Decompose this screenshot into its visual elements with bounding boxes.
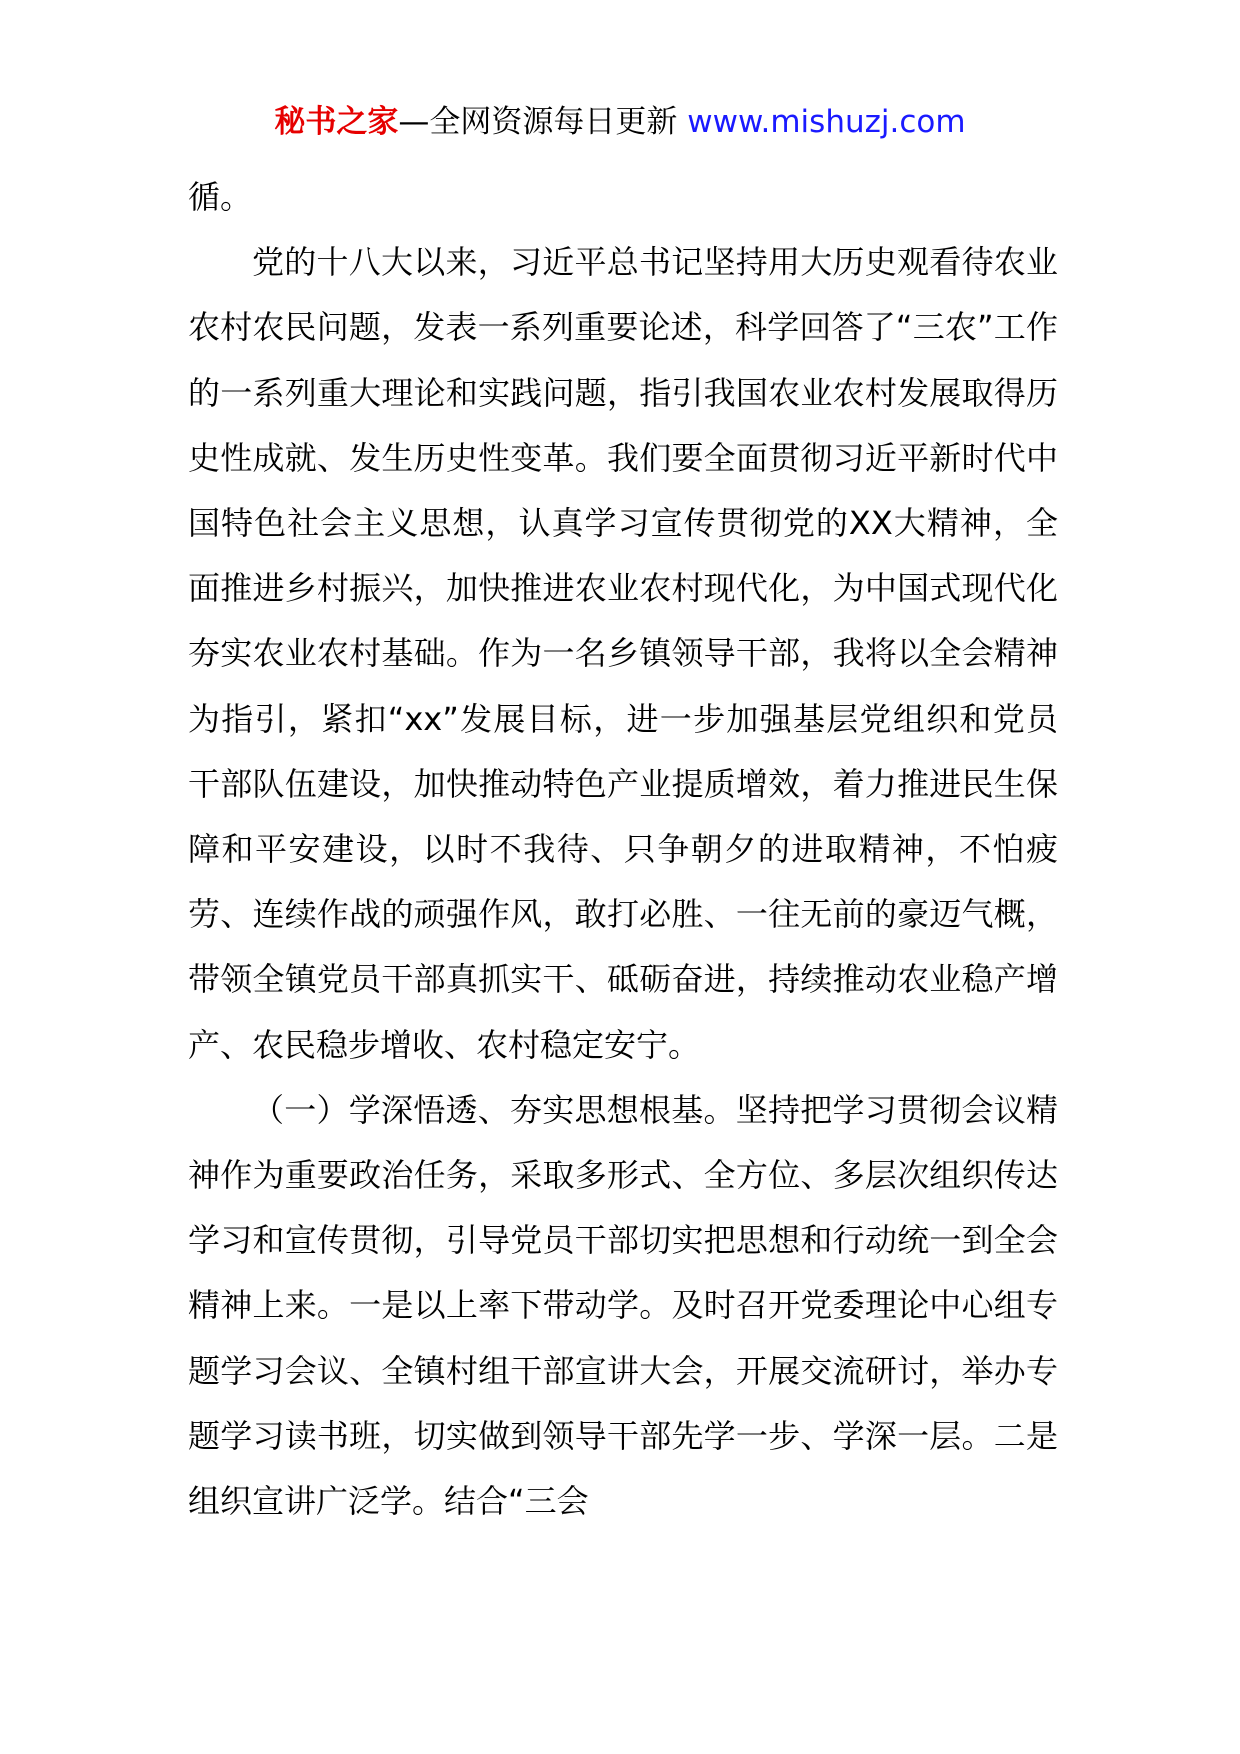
document-body (188, 165, 1058, 1534)
header-brand: 秘书之家 (274, 104, 399, 140)
paragraph-section-one: （一）学深悟透、夯实思想根基。坚持把学习贯彻会议精神作为重要政治任务，采取多形式、全方位、多层次组织传达学习和宣传贯彻，引导党员干部切实把思想和行动统一到全会精神上来。一是以上率下带动学。及时召开党委理论中心组专题学习会议、全镇村组干部宣讲大会，开展交流研讨，举办专题学习读书班，切实做到领导干部先学一步、学深一层。二是组织宣讲广泛学。结合“三会 (188, 1090, 1058, 1521)
paragraph-main: 党的十八大以来，习近平总书记坚持用大历史观看待农业农村农民问题，发表一系列重要论述，科学回答了“三农”工作的一系列重大理论和实践问题，指引我国农业农村发展取得历史性成就、发生历史性变革。我们要全面贯彻习近平新时代中国特色社会主义思想，认真学习宣传贯彻党的XX大精神，全面推进乡村振兴，加快推进农业农村现代化，为中国式现代化夯实农业农村基础。作为一名乡镇领导干部，我将以全会精神为指引，紧扣“xx”发展目标，进一步加强基层党组织和党员干部队伍建设，加快推动特色产业提质增效，着力推进民生保障和平安建设，以时不我待、只争朝夕的进取精神，不怕疲劳、连续作战的顽强作风，敢打必胜、一往无前的豪迈气概，带领全镇党员干部真抓实干、砥砺奋进，持续推动农业稳产增产、农民稳步增收、农村稳定安宁。 (188, 243, 1058, 1064)
page-header (0, 100, 1240, 144)
header-url-link[interactable]: www.mishuzj.com (687, 104, 966, 140)
paragraph-continuation: 循。 (188, 178, 253, 216)
header-slogan: —全网资源每日更新 (398, 104, 688, 140)
